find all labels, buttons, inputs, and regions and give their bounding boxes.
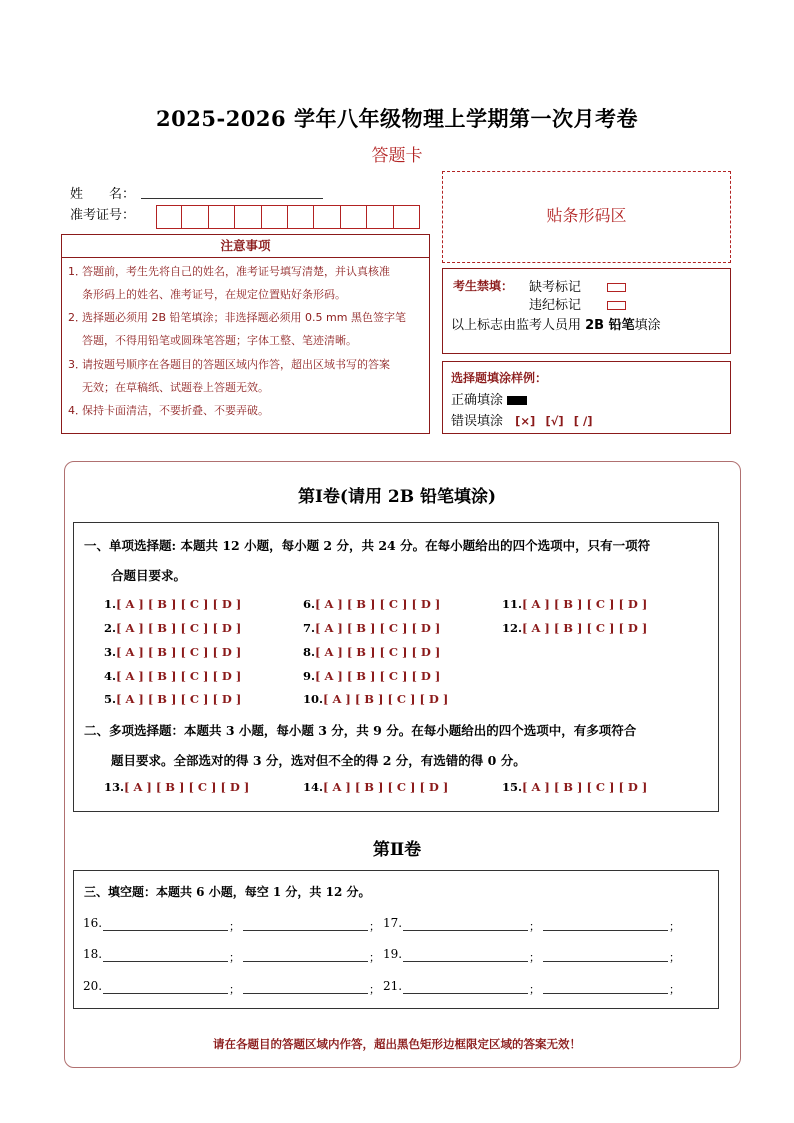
fill-blank-number: 21. — [383, 979, 403, 993]
exam-id-digit-box[interactable] — [156, 205, 182, 229]
barcode-area: 贴条形码区 — [442, 171, 731, 263]
multi-choice-question[interactable]: 14.[ A ] [ B ] [ C ] [ D ] — [303, 780, 449, 794]
absent-mark-label: 缺考标记 — [529, 280, 582, 295]
section2-instructions-cont: 题目要求。全部选对的得 3 分，选对但不全的得 2 分，有选错的得 0 分。 — [111, 753, 526, 768]
wrong-fill-label: 错误填涂 — [451, 414, 504, 429]
single-choice-question[interactable]: 1.[ A ] [ B ] [ C ] [ D ] — [104, 597, 242, 611]
absent-mark-box[interactable] — [607, 283, 626, 292]
fill-blank-line[interactable] — [243, 961, 368, 962]
fill-blank-line[interactable] — [243, 930, 368, 931]
page-title: 2025-2026 学年八年级物理上学期第一次月考卷 — [156, 106, 638, 131]
fill-blank-line[interactable] — [403, 961, 528, 962]
separator: ； — [529, 920, 540, 933]
fill-blank-line[interactable] — [543, 961, 668, 962]
separator: ； — [369, 920, 380, 933]
forbidden-note: 以上标志由监考人员用 2B 铅笔填涂 — [451, 318, 661, 333]
separator: ； — [229, 920, 240, 933]
notice-item: 2．选择题必须用 2B 铅笔填涂；非选择题必须用 0.5 mm 黑色签字笔 答题，不得用铅笔或圆珠笔答题；字体工整、笔迹清晰。 — [68, 311, 406, 347]
fill-blank-number: 18. — [83, 947, 103, 961]
footer-warning: 请在各题目的答题区域内作答，超出黑色矩形边框限定区域的答案无效！ — [213, 1037, 581, 1051]
separator: ； — [229, 983, 240, 996]
fill-example-label: 选择题填涂样例： — [451, 371, 548, 385]
notice-item: 1．答题前，考生先将自己的姓名，准考证号填写清楚，并认真核准 条形码上的姓名、准考证号，在规定位置贴好条形码。 — [68, 265, 390, 301]
single-choice-question[interactable]: 5.[ A ] [ B ] [ C ] [ D ] — [104, 692, 242, 706]
exam-id-digit-box[interactable] — [209, 205, 235, 229]
fill-blank-line[interactable] — [243, 993, 368, 994]
separator: ； — [369, 983, 380, 996]
exam-id-digit-box[interactable] — [314, 205, 340, 229]
violation-mark-box[interactable] — [607, 301, 626, 310]
separator: ； — [669, 983, 680, 996]
forbidden-label: 考生禁填： — [453, 279, 514, 293]
single-choice-question[interactable]: 3.[ A ] [ B ] [ C ] [ D ] — [104, 645, 242, 659]
section3-instructions: 三、填空题：本题共 6 小题，每空 1 分，共 12 分。 — [84, 885, 371, 899]
exam-id-digit-box[interactable] — [367, 205, 393, 229]
exam-id-digit-box[interactable] — [262, 205, 288, 229]
answer-card-subtitle: 答题卡 — [371, 146, 423, 166]
fill-blank-number: 16. — [83, 916, 103, 930]
fill-blank-line[interactable] — [103, 961, 228, 962]
fill-blank-number: 17. — [383, 916, 403, 930]
wrong-fill-sample: [×] — [515, 414, 536, 428]
section2-instructions: 二、多项选择题：本题共 3 小题，每小题 3 分，共 9 分。在每小题给出的四个选项中，有多项符合 — [84, 723, 637, 738]
single-choice-question[interactable]: 11.[ A ] [ B ] [ C ] [ D ] — [502, 597, 648, 611]
examiner-only-box — [442, 268, 731, 354]
exam-id-digit-box[interactable] — [341, 205, 367, 229]
fill-example-box — [442, 361, 731, 434]
multi-choice-question[interactable]: 13.[ A ] [ B ] [ C ] [ D ] — [104, 780, 250, 794]
name-field[interactable] — [141, 198, 323, 199]
separator: ； — [529, 983, 540, 996]
fill-blank-line[interactable] — [403, 993, 528, 994]
exam-id-digit-box[interactable] — [288, 205, 314, 229]
separator: ； — [529, 951, 540, 964]
single-choice-question[interactable]: 8.[ A ] [ B ] [ C ] [ D ] — [303, 645, 441, 659]
wrong-fill-sample: [√] — [545, 414, 564, 428]
fill-blank-line[interactable] — [543, 993, 668, 994]
exam-id-digit-box[interactable] — [235, 205, 261, 229]
fill-blank-line[interactable] — [103, 930, 228, 931]
multi-choice-question[interactable]: 15.[ A ] [ B ] [ C ] [ D ] — [502, 780, 648, 794]
fill-blank-line[interactable] — [103, 993, 228, 994]
notice-item: 3．请按题号顺序在各题目的答题区域内作答，超出区域书写的答案 无效；在草稿纸、试题卷上答题无效。 — [68, 358, 390, 394]
single-choice-question[interactable]: 6.[ A ] [ B ] [ C ] [ D ] — [303, 597, 441, 611]
part1-title: 第Ⅰ卷(请用 2B 铅笔填涂) — [297, 487, 497, 507]
single-choice-question[interactable]: 12.[ A ] [ B ] [ C ] [ D ] — [502, 621, 648, 635]
correct-fill-sample — [507, 396, 527, 405]
fill-blank-line[interactable] — [403, 930, 528, 931]
fill-blank-number: 19. — [383, 947, 403, 961]
exam-id-digit-box[interactable] — [182, 205, 208, 229]
single-choice-question[interactable]: 9.[ A ] [ B ] [ C ] [ D ] — [303, 669, 441, 683]
single-choice-question[interactable]: 2.[ A ] [ B ] [ C ] [ D ] — [104, 621, 242, 635]
name-label: 姓 名： — [70, 187, 136, 202]
separator: ； — [669, 920, 680, 933]
notice-box — [61, 257, 430, 434]
notice-heading: 注意事项 — [61, 234, 430, 258]
notice-item: 4．保持卡面清洁，不要折叠、不要弄破。 — [68, 404, 269, 417]
wrong-fill-sample: [ /] — [573, 414, 593, 428]
fill-blank-number: 20. — [83, 979, 103, 993]
section1-instructions-cont: 合题目要求。 — [111, 568, 187, 583]
separator: ； — [369, 951, 380, 964]
violation-mark-label: 违纪标记 — [529, 298, 582, 313]
exam-id-digit-box[interactable] — [394, 205, 420, 229]
section1-instructions: 一、单项选择题: 本题共 12 小题，每小题 2 分，共 24 分。在每小题给出的四个选项中，只有一项符 — [84, 538, 651, 553]
part2-title: 第Ⅱ卷 — [372, 840, 422, 860]
exam-id-boxes[interactable] — [156, 205, 420, 229]
exam-id-label: 准考证号： — [70, 208, 136, 223]
single-choice-question[interactable]: 4.[ A ] [ B ] [ C ] [ D ] — [104, 669, 242, 683]
fill-blank-line[interactable] — [543, 930, 668, 931]
single-choice-question[interactable]: 7.[ A ] [ B ] [ C ] [ D ] — [303, 621, 441, 635]
correct-fill-label: 正确填涂 — [451, 393, 504, 408]
separator: ； — [229, 951, 240, 964]
single-choice-question[interactable]: 10.[ A ] [ B ] [ C ] [ D ] — [303, 692, 449, 706]
separator: ； — [669, 951, 680, 964]
